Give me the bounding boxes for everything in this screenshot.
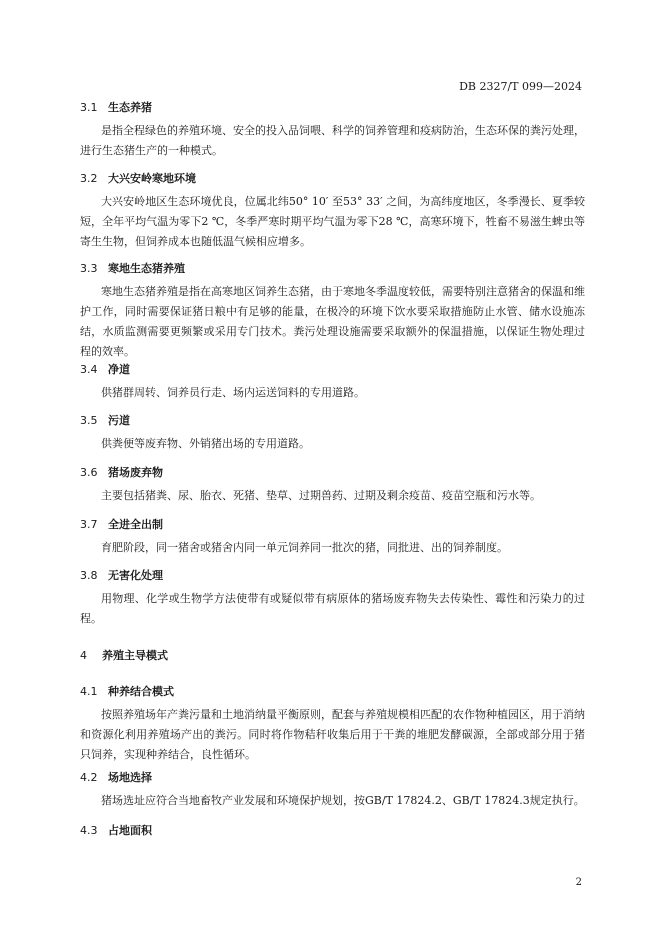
section-number: 4.3 <box>80 824 98 837</box>
chapter-heading-4 <box>80 647 168 663</box>
document-code: DB 2327/T 099—2024 <box>459 80 582 93</box>
section-number: 3.5 <box>80 414 98 427</box>
section-paragraph-3-6: 主要包括猪粪、尿、胎衣、死猪、垫草、过期兽药、过期及剩余疫苗、疫苗空瓶和污水等。 <box>101 489 541 502</box>
section-paragraph-3-4: 供猪群周转、饲养员行走、场内运送饲料的专用道路。 <box>101 386 365 399</box>
section-paragraph-3-2: 大兴安岭地区生态环境优良，位属北纬50° 10′ 至53° 33′ 之间，为高纬度地区，冬季漫长、夏季较短，全年平均气温为零下2 ℃，冬季严寒时期平均气温为零下28 ℃，高寒环境下，牲畜不易滋生蜱虫等寄生生物，但饲养成本也随低温气候相应增多。 <box>80 195 585 248</box>
section-title: 全进全出制 <box>108 518 163 531</box>
section-number: 3.1 <box>80 101 98 114</box>
section-number: 3.4 <box>80 363 98 376</box>
section-title: 生态养猪 <box>108 101 152 114</box>
page-number: 2 <box>575 877 582 888</box>
section-paragraph-3-7: 育肥阶段，同一猪舍或猪舍内同一单元饲养同一批次的猪，同批进、出的饲养制度。 <box>101 541 508 554</box>
section-number: 3.3 <box>80 262 98 275</box>
section-heading-3-2 <box>80 170 196 186</box>
section-paragraph-3-5: 供粪便等废弃物、外销猪出场的专用道路。 <box>101 437 310 450</box>
section-heading-3-7 <box>80 516 163 532</box>
section-title: 猪场废弃物 <box>108 466 163 479</box>
section-heading-3-1 <box>80 99 152 115</box>
section-heading-4-2 <box>80 769 152 785</box>
section-number: 3.8 <box>80 569 98 582</box>
section-heading-4-3 <box>80 822 152 838</box>
section-heading-3-5 <box>80 412 130 428</box>
section-number: 4.2 <box>80 771 98 784</box>
section-heading-3-3 <box>80 260 185 276</box>
chapter-number: 4 <box>80 649 87 662</box>
section-title: 污道 <box>108 414 130 427</box>
section-number: 3.2 <box>80 172 98 185</box>
section-title: 净道 <box>108 363 130 376</box>
section-title: 占地面积 <box>108 824 152 837</box>
section-title: 寒地生态猪养殖 <box>108 262 185 275</box>
section-paragraph-3-3: 寒地生态猪养殖是指在高寒地区饲养生态猪，由于寒地冬季温度较低，需要特别注意猪舍的保温和维护工作，同时需要保证猪日粮中有足够的能量，在极冷的环境下饮水要采取措施防止水管、储水设施冻结，水质监测需要更频繁或采用专门技术。粪污处理设施需要采取额外的保温措施，以保证生物处理过程的效率。 <box>80 285 585 358</box>
section-heading-3-6 <box>80 464 163 480</box>
section-heading-3-4 <box>80 361 130 377</box>
section-paragraph-3-1: 是指全程绿色的养殖环境、安全的投入品饲喂、科学的饲养管理和疫病防治，生态环保的粪污处理，进行生态猪生产的一种模式。 <box>80 124 585 157</box>
section-paragraph-4-2: 猪场选址应符合当地畜牧产业发展和环境保护规划，按GB/T 17824.2、GB/T 17824.3规定执行。 <box>101 794 585 807</box>
section-title: 无害化处理 <box>108 569 163 582</box>
section-heading-3-8 <box>80 567 163 583</box>
chapter-title: 养殖主导模式 <box>102 649 168 662</box>
section-paragraph-4-1: 按照养殖场年产粪污量和土地消纳量平衡原则，配套与养殖规模相匹配的农作物种植园区，用于消纳和资源化利用养殖场产出的粪污。同时将作物秸秆收集后用于干粪的堆肥发酵碳源，全部或部分用于猪只饲养，实现种养结合，良性循环。 <box>80 708 585 761</box>
section-title: 种养结合模式 <box>108 685 174 698</box>
section-paragraph-3-8: 用物理、化学或生物学方法使带有或疑似带有病原体的猪场废弃物失去传染性、霉性和污染力的过程。 <box>80 592 585 625</box>
section-number: 4.1 <box>80 685 98 698</box>
section-title: 大兴安岭寒地环境 <box>108 172 196 185</box>
section-heading-4-1 <box>80 683 174 699</box>
section-title: 场地选择 <box>108 771 152 784</box>
section-number: 3.6 <box>80 466 98 479</box>
section-number: 3.7 <box>80 518 98 531</box>
